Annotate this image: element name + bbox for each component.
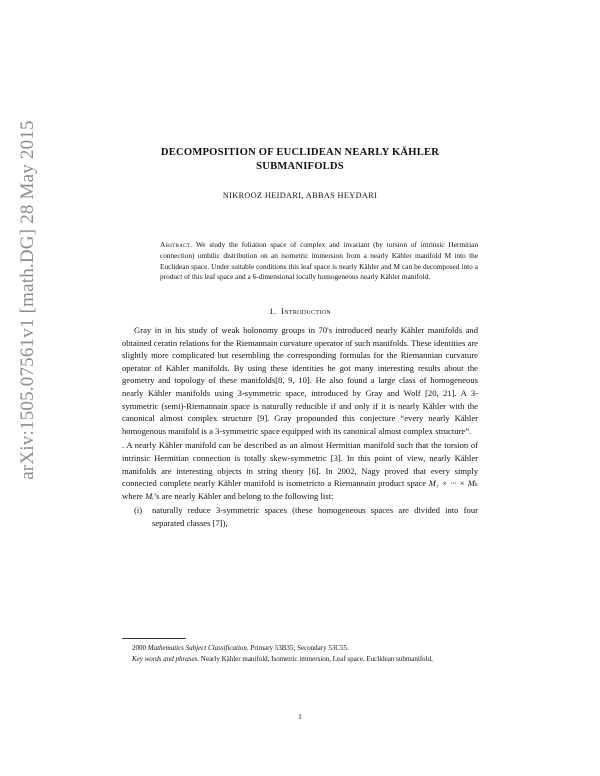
page-number: 1 [298,712,302,721]
footnote-msc [122,643,478,654]
abstract-text: We study the foliation space of complex and invariant (by torsion of intrinsic Hermitian connection) umbilic distribution on an isometric immersion from a nearly Kähler manifold M into the Euclidean space. Under suitable conditions this leaf space is nearly Kähler and M can be decomposed into a product of this leaf space and a 6-dimensional locally homogeneous nearly Kähler manifold. [160,240,478,282]
keywords-text: Nearly Kähler manifold, Isometric immersion, Leaf space, Euclidean submanifold, [199,654,433,663]
title-line-2: SUBMANIFOLDS [256,161,344,172]
msc-text: Primary 53B35; Secondary 53C55. [248,644,349,652]
footnote-keywords [122,654,478,665]
msc-label: Mathematics Subject Classification. [147,644,249,652]
keywords-label: Key words and phrases. [132,654,200,663]
section-number: 1. [269,306,277,316]
inline-math-mi: Mᵢ [145,490,154,501]
inline-math-product: M₁ × ··· × Mₖ [428,478,478,489]
list-item-label: (i) [134,505,143,516]
abstract-label: Abstract. [160,240,193,249]
msc-year: 2000 [132,644,148,652]
paragraph-2-text-a: . A nearly Kähler manifold can be described as an almost Hermitian manifold such that the torsion of intrinsic Hermitian connection is totally skew-symmetric [3]. In this point of view, nearly Kähler manifolds are interesting objects in string theory [6]. In 2002, Nagy proved that every simply connected complete nearly Kähler manifold is isometricto a Riemannain product space [122,440,478,489]
paragraph-2 [122,439,478,502]
paper-title [122,146,478,174]
title-line-1: DECOMPOSITION OF EUCLIDEAN NEARLY KÄHLER [160,147,440,158]
body-text [122,324,478,530]
paragraph-2-text-c: ’s are nearly Kähler and belong to the following list: [153,490,334,501]
abstract [160,240,478,283]
footnote-rule [122,638,186,639]
section-heading [122,306,478,316]
paragraph-2-text-b: where [122,490,146,501]
paragraph-1: Gray in in his study of weak holonomy groups in 70's introduced nearly Kähler manifolds and obtained ceratin relations for the Riemannain curvature operator of such manifolds. These identities are slightly more complicated but resembling the corresponding formulas for the Riemannian curvature operator of Kähler manifolds. By using these identities he got many interesting results about the geometry and topology of these manifolds[8, 9, 10]. He also found a large class of homogeneous nearly Kähler manifolds using 3-symmetric space, introduced by Gray and Wolf [20, 21]. A 3-symmetric (semi)-Riemannain space is naturally reducible if and only if it is nearly Kähler with the canonical almost complex structure [9]. Gray propounded this conjecture “every nearly Kähler homogenous manifold is a 3-symmetric space equipped with its canonical almost complex structure”. [122,325,478,436]
footnotes [122,643,478,664]
section-title: Introduction [281,306,331,316]
list-item-text: naturally reduce 3-symmetric spaces (these homogeneous spaces are divided into four separated classes [7]), [152,505,478,528]
list-item [122,504,478,529]
arxiv-stamp [8,0,48,776]
authors: NIKROOZ HEIDARI, ABBAS HEYDARI [222,191,378,200]
arxiv-id: arXiv:1505.07561v1 [math.DG] 28 May 2015 [17,120,38,480]
